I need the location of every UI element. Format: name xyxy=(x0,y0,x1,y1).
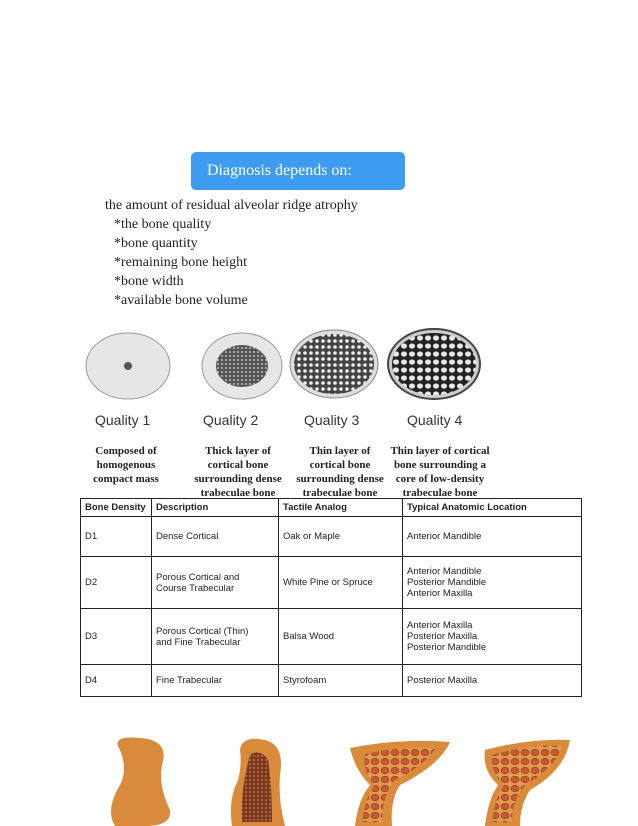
description-cell: Dense Cortical xyxy=(152,517,279,557)
location-cell: Anterior Mandible Posterior Mandible Anterior Maxilla xyxy=(403,557,582,609)
quality-1-disc xyxy=(86,333,170,399)
quality-label: Quality 1 xyxy=(95,412,151,428)
quality-3-disc xyxy=(290,330,378,398)
list-item: *available bone volume xyxy=(114,293,248,308)
quality-description: Composed of homogenous compact mass xyxy=(93,445,159,485)
bone-density-table xyxy=(80,498,582,697)
list-item: *bone width xyxy=(114,274,184,289)
bone-section-1 xyxy=(111,738,170,826)
list-item: *remaining bone height xyxy=(114,255,247,270)
density-cell: D2 xyxy=(81,557,152,609)
quality-description: Thin layer of cortical bone surrounding dense trabeculae bone xyxy=(296,445,384,499)
jaw-cross-sections xyxy=(100,730,580,826)
location-cell: Anterior Maxilla Posterior Maxilla Posterior Mandible xyxy=(403,609,582,665)
bone-section-4 xyxy=(485,740,570,826)
list-item: *the bone quality xyxy=(114,217,212,232)
column-header: Typical Anatomic Location xyxy=(403,499,582,517)
quality-description: Thick layer of cortical bone surrounding dense trabeculae bone xyxy=(194,445,282,499)
quality-label: Quality 2 xyxy=(203,412,259,428)
location-cell: Anterior Mandible xyxy=(403,517,582,557)
quality-2-disc xyxy=(202,333,282,399)
bone-section-3 xyxy=(350,741,450,826)
intro-section xyxy=(105,196,358,310)
column-header: Tactile Analog xyxy=(279,499,403,517)
location-cell: Posterior Maxilla xyxy=(403,665,582,697)
table-row xyxy=(81,557,582,609)
density-cell: D3 xyxy=(81,609,152,665)
intro-heading: the amount of residual alveolar ridge atrophy xyxy=(105,198,358,213)
list-item: *bone quantity xyxy=(114,236,198,251)
analog-cell: Balsa Wood xyxy=(279,609,403,665)
column-header: Description xyxy=(152,499,279,517)
quality-description: Thin layer of cortical bone surrounding a core of low-density trabeculae bone xyxy=(390,445,490,499)
table-header-row xyxy=(81,499,582,517)
density-cell: D1 xyxy=(81,517,152,557)
density-cell: D4 xyxy=(81,665,152,697)
quality-4-disc xyxy=(388,329,480,399)
quality-label: Quality 3 xyxy=(304,412,360,428)
analog-cell: White Pine or Spruce xyxy=(279,557,403,609)
analog-cell: Styrofoam xyxy=(279,665,403,697)
bone-section-2 xyxy=(231,739,285,826)
column-header: Bone Density xyxy=(81,499,152,517)
diagnosis-banner: Diagnosis depends on: xyxy=(191,152,405,190)
quality-label: Quality 4 xyxy=(407,412,463,428)
bone-quality-figure xyxy=(80,326,500,416)
description-cell: Porous Cortical (Thin) and Fine Trabecular xyxy=(152,609,279,665)
description-cell: Porous Cortical and Course Trabecular xyxy=(152,557,279,609)
table-row xyxy=(81,517,582,557)
table-row xyxy=(81,609,582,665)
description-cell: Fine Trabecular xyxy=(152,665,279,697)
table-row xyxy=(81,665,582,697)
analog-cell: Oak or Maple xyxy=(279,517,403,557)
